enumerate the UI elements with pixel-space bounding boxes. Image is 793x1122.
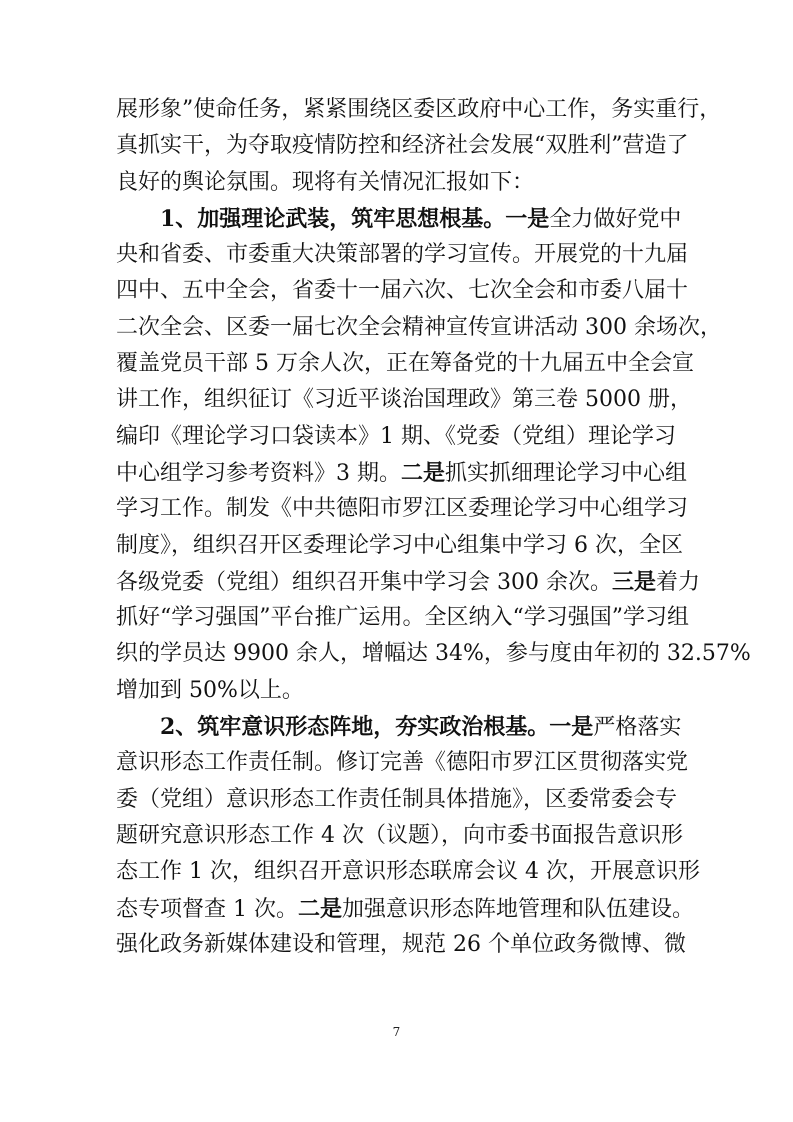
text-line [116,382,692,418]
body-text: 覆盖党员干部 5 万余人次，正在筹备党的十九届五中全会宣 [116,351,694,377]
body-text: 央和省委、市委重大决策部署的学习宣传。开展党的十九届 [116,242,689,268]
body-text: 各级党委（党组）组织召开集中学习会 300 余次。 [116,569,612,595]
text-line [116,564,701,600]
body-text: 抓实抓细理论学习中心组 [445,460,688,486]
body-text: 织的学员达 9900 余人，增幅达 34%，参与度由年初的 32.57% [116,641,751,667]
bold-heading-text: 2、筑牢意识形态阵地，夯实政治根基。一是 [160,714,594,741]
text-line [116,455,688,491]
bold-heading-text: 1、加强理论武装，筑牢思想根基。一是 [160,205,550,232]
paragraph-first-line [116,201,682,237]
text-line [116,636,751,672]
text-line [116,818,683,854]
text-line [116,782,676,818]
body-text: 强化政务新媒体建设和管理，规范 26 个单位政务微博、微 [116,931,686,957]
text-line [116,491,689,527]
body-text: 委（党组）意识形态工作责任制具体措施》，区委常委会专 [116,786,678,812]
text-line [116,854,700,890]
body-text: 良好的舆论氛围。现将有关情况汇报如下： [116,169,535,195]
body-text: 编印《理论学习口袋读本》1 期、《党委（党组）理论学习 [116,423,676,449]
text-line [116,673,676,709]
bold-heading-text: 二是 [297,895,342,922]
text-line [116,419,676,455]
document-body [116,92,751,963]
body-text: 学习工作。制发《中共德阳市罗江区委理论学习中心组学习 [116,496,689,522]
text-line [116,927,686,963]
text-line [116,528,683,564]
body-text: 严格落实 [593,715,682,741]
body-text: 态专项督查 1 次。 [116,896,298,922]
text-line [116,273,689,309]
body-text: 中心组学习参考资料》3 期。 [116,460,401,486]
body-text: 加强意识形态阵地管理和队伍建设。 [342,896,695,922]
body-text: 真抓实干，为夺取疫情防控和经济社会发展“双胜利”营造了 [116,133,689,159]
text-line [116,600,689,636]
body-text: 全力做好党中 [549,206,682,232]
body-text: 增加到 50%以上。 [116,677,304,703]
body-text: 着力 [656,569,701,595]
body-text: 四中、五中全会，省委十一届六次、七次全会和市委八届十 [116,278,689,304]
text-line [116,165,676,201]
body-text: 展形象”使命任务，紧紧围绕区委区政府中心工作，务实重行， [116,97,722,122]
body-text: 态工作 1 次，组织召开意识形态联席会议 4 次，开展意识形 [116,859,700,885]
bold-heading-text: 二是 [401,459,446,486]
text-line [116,310,722,346]
body-text: 抓好“学习强国”平台推广运用。全区纳入“学习强国”学习组 [116,605,689,631]
bold-heading-text: 三是 [611,568,656,595]
body-text: 二次全会、区委一届七次全会精神宣传宣讲活动 300 余场次， [116,314,722,340]
paragraph-first-line [116,709,682,745]
text-line [116,891,695,927]
text-line [116,237,689,273]
text-line [116,745,689,781]
page-number: 7 [392,1025,401,1039]
text-line [116,92,722,128]
text-line [116,128,689,164]
body-text: 制度》，组织召开区委理论学习中心组集中学习 6 次，全区 [116,532,683,558]
body-text: 讲工作，组织征订《习近平谈治国理政》第三卷 5000 册， [116,387,692,413]
body-text: 意识形态工作责任制。修订完善《德阳市罗江区贯彻落实党 [116,750,689,776]
text-line [116,346,694,382]
body-text: 题研究意识形态工作 4 次（议题），向市委书面报告意识形 [116,822,683,848]
